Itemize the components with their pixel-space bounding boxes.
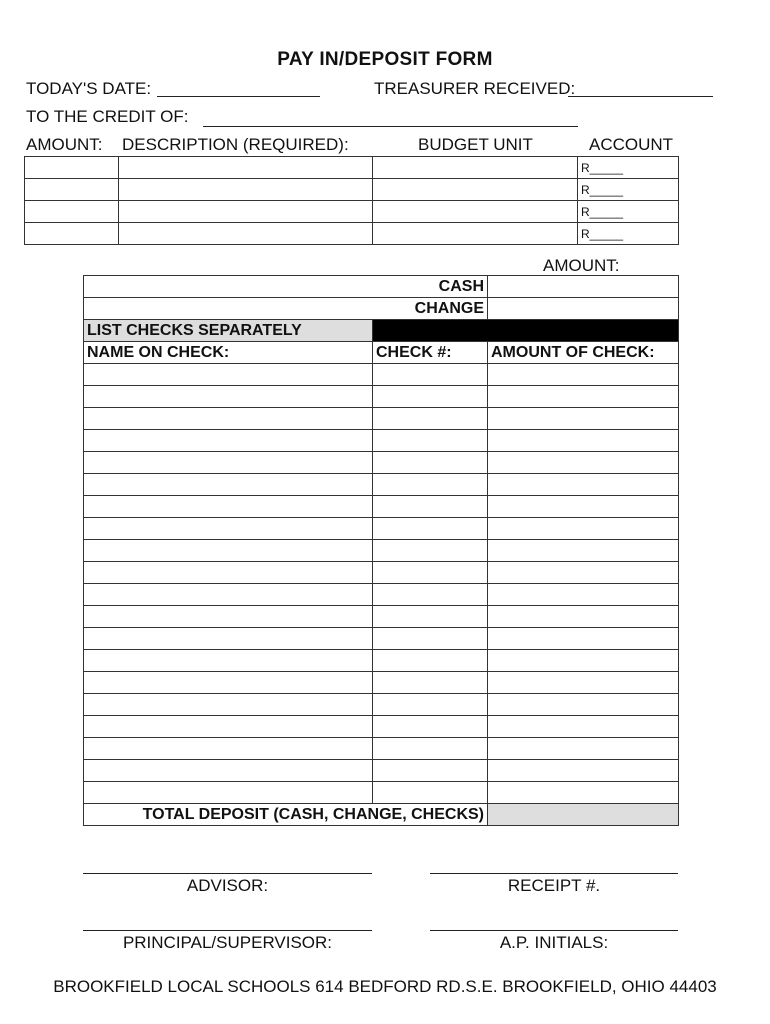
cash-label: CASH — [84, 276, 488, 298]
cash-amount-cell[interactable] — [488, 276, 679, 298]
account-cell[interactable]: R_____ — [578, 179, 679, 201]
check-row — [84, 738, 679, 760]
amount-of-check-cell[interactable] — [488, 562, 679, 584]
todays-date-field[interactable] — [158, 79, 322, 97]
check-number-cell[interactable] — [373, 694, 488, 716]
check-number-cell[interactable] — [373, 364, 488, 386]
check-number-cell[interactable] — [373, 562, 488, 584]
amount-of-check-cell[interactable] — [488, 782, 679, 804]
line-item-row — [25, 223, 679, 245]
name-on-check-cell[interactable] — [84, 540, 373, 562]
line-items-table — [24, 156, 679, 245]
check-row — [84, 518, 679, 540]
black-bar — [373, 320, 679, 342]
name-on-check-cell[interactable] — [84, 496, 373, 518]
amount-of-check-header: AMOUNT OF CHECK: — [488, 342, 679, 364]
check-row — [84, 716, 679, 738]
check-number-cell[interactable] — [373, 518, 488, 540]
description-cell[interactable] — [119, 201, 373, 223]
name-on-check-cell[interactable] — [84, 562, 373, 584]
amount-of-check-cell[interactable] — [488, 738, 679, 760]
check-number-cell[interactable] — [373, 496, 488, 518]
check-number-cell[interactable] — [373, 584, 488, 606]
name-on-check-cell[interactable] — [84, 716, 373, 738]
description-cell[interactable] — [119, 179, 373, 201]
amount-of-check-cell[interactable] — [488, 540, 679, 562]
amount-cell[interactable] — [25, 223, 119, 245]
check-row — [84, 386, 679, 408]
amount-of-check-cell[interactable] — [488, 716, 679, 738]
check-row — [84, 650, 679, 672]
amount-header: AMOUNT: — [26, 135, 103, 154]
name-on-check-cell[interactable] — [84, 738, 373, 760]
budget-unit-cell[interactable] — [373, 179, 578, 201]
amount-of-check-cell[interactable] — [488, 518, 679, 540]
check-number-cell[interactable] — [373, 760, 488, 782]
budget-unit-cell[interactable] — [373, 223, 578, 245]
name-on-check-cell[interactable] — [84, 628, 373, 650]
form-title: PAY IN/DEPOSIT FORM — [277, 49, 493, 70]
amount-of-check-cell[interactable] — [488, 694, 679, 716]
check-number-cell[interactable] — [373, 430, 488, 452]
deposit-table — [83, 275, 679, 826]
check-row — [84, 628, 679, 650]
credit-of-label: TO THE CREDIT OF: — [26, 107, 189, 126]
principal-signature-line[interactable] — [83, 930, 372, 931]
credit-of-line — [203, 126, 578, 127]
amount-of-check-cell[interactable] — [488, 606, 679, 628]
check-row — [84, 672, 679, 694]
check-row — [84, 782, 679, 804]
check-row — [84, 562, 679, 584]
check-number-cell[interactable] — [373, 386, 488, 408]
advisor-signature-line[interactable] — [83, 873, 372, 874]
check-row — [84, 474, 679, 496]
amount-cell[interactable] — [25, 201, 119, 223]
name-on-check-cell[interactable] — [84, 408, 373, 430]
line-item-row — [25, 201, 679, 223]
check-row — [84, 430, 679, 452]
ap-initials-label: A.P. INITIALS: — [499, 933, 609, 952]
description-cell[interactable] — [119, 157, 373, 179]
check-number-cell[interactable] — [373, 408, 488, 430]
line-item-row — [25, 179, 679, 201]
cash-row — [84, 276, 679, 298]
check-number-cell[interactable] — [373, 452, 488, 474]
change-row — [84, 298, 679, 320]
check-number-cell[interactable] — [373, 738, 488, 760]
check-number-cell[interactable] — [373, 606, 488, 628]
check-row — [84, 364, 679, 386]
check-number-cell[interactable] — [373, 628, 488, 650]
total-row — [84, 804, 679, 826]
check-row — [84, 452, 679, 474]
amount-of-check-cell[interactable] — [488, 408, 679, 430]
check-number-cell[interactable] — [373, 474, 488, 496]
check-number-header: CHECK #: — [373, 342, 488, 364]
budget-unit-header: BUDGET UNIT — [418, 135, 533, 154]
name-on-check-cell[interactable] — [84, 386, 373, 408]
deposit-amount-label: AMOUNT: — [543, 256, 620, 275]
description-header: DESCRIPTION (REQUIRED): — [122, 135, 349, 154]
check-row — [84, 496, 679, 518]
amount-of-check-cell[interactable] — [488, 452, 679, 474]
check-number-cell[interactable] — [373, 782, 488, 804]
list-checks-row — [84, 320, 679, 342]
amount-of-check-cell[interactable] — [488, 386, 679, 408]
account-cell[interactable]: R_____ — [578, 223, 679, 245]
name-on-check-cell[interactable] — [84, 452, 373, 474]
receipt-line[interactable] — [430, 873, 678, 874]
name-on-check-cell[interactable] — [84, 364, 373, 386]
amount-of-check-cell[interactable] — [488, 496, 679, 518]
amount-of-check-cell[interactable] — [488, 760, 679, 782]
name-on-check-cell[interactable] — [84, 474, 373, 496]
check-row — [84, 584, 679, 606]
check-number-cell[interactable] — [373, 650, 488, 672]
check-row — [84, 408, 679, 430]
todays-date-label: TODAY'S DATE: — [26, 79, 152, 98]
footer-address: BROOKFIELD LOCAL SCHOOLS 614 BEDFORD RD.S.E. BROOKFIELD, OHIO 44403 — [53, 977, 717, 996]
amount-of-check-cell[interactable] — [488, 430, 679, 452]
name-on-check-cell[interactable] — [84, 518, 373, 540]
check-row — [84, 760, 679, 782]
receipt-label: RECEIPT #. — [507, 876, 601, 895]
amount-of-check-cell[interactable] — [488, 628, 679, 650]
check-number-cell[interactable] — [373, 540, 488, 562]
list-checks-label: LIST CHECKS SEPARATELY — [84, 320, 373, 342]
name-on-check-cell[interactable] — [84, 430, 373, 452]
principal-label: PRINCIPAL/SUPERVISOR: — [122, 933, 333, 952]
treasurer-received-field[interactable] — [569, 79, 715, 97]
amount-of-check-cell[interactable] — [488, 474, 679, 496]
account-cell[interactable]: R_____ — [578, 201, 679, 223]
amount-of-check-cell[interactable] — [488, 650, 679, 672]
amount-of-check-cell[interactable] — [488, 584, 679, 606]
amount-of-check-cell[interactable] — [488, 672, 679, 694]
total-deposit-cell[interactable] — [488, 804, 679, 826]
change-label: CHANGE — [84, 298, 488, 320]
name-on-check-cell[interactable] — [84, 650, 373, 672]
treasurer-received-label: TREASURER RECEIVED: — [374, 79, 576, 98]
line-item-row — [25, 157, 679, 179]
check-row — [84, 694, 679, 716]
budget-unit-cell[interactable] — [373, 201, 578, 223]
advisor-label: ADVISOR: — [186, 876, 269, 895]
change-amount-cell[interactable] — [488, 298, 679, 320]
check-number-cell[interactable] — [373, 716, 488, 738]
account-cell[interactable]: R_____ — [578, 157, 679, 179]
credit-of-field[interactable] — [204, 108, 580, 126]
check-row — [84, 606, 679, 628]
total-deposit-label: TOTAL DEPOSIT (CASH, CHANGE, CHECKS) — [84, 804, 488, 826]
checks-header-row — [84, 342, 679, 364]
account-header: ACCOUNT — [589, 135, 674, 154]
amount-cell[interactable] — [25, 157, 119, 179]
amount-of-check-cell[interactable] — [488, 364, 679, 386]
ap-initials-line[interactable] — [430, 930, 678, 931]
check-number-cell[interactable] — [373, 672, 488, 694]
name-on-check-cell[interactable] — [84, 584, 373, 606]
name-on-check-header: NAME ON CHECK: — [84, 342, 373, 364]
check-rows — [84, 364, 679, 804]
amount-cell[interactable] — [25, 179, 119, 201]
description-cell[interactable] — [119, 223, 373, 245]
name-on-check-cell[interactable] — [84, 782, 373, 804]
name-on-check-cell[interactable] — [84, 694, 373, 716]
name-on-check-cell[interactable] — [84, 760, 373, 782]
name-on-check-cell[interactable] — [84, 606, 373, 628]
check-row — [84, 540, 679, 562]
budget-unit-cell[interactable] — [373, 157, 578, 179]
name-on-check-cell[interactable] — [84, 672, 373, 694]
